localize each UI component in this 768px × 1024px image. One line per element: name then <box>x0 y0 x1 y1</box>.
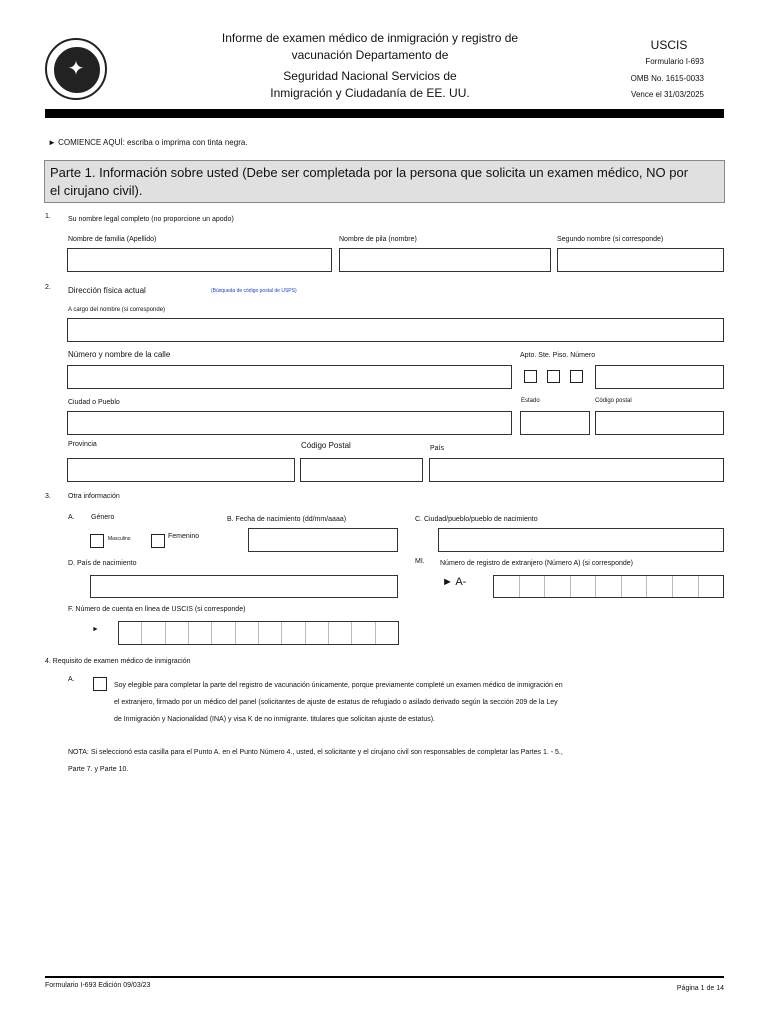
country-field[interactable] <box>429 458 724 482</box>
expiration-date: Vence el 31/03/2025 <box>631 90 704 99</box>
item4-a-checkbox[interactable] <box>93 677 107 691</box>
postal-code-field[interactable] <box>300 458 423 482</box>
title-line-3: Seguridad Nacional Servicios de <box>283 69 457 83</box>
province-field[interactable] <box>67 458 295 482</box>
apt-label: Apto. Ste. Piso. Número <box>520 352 596 359</box>
dob-label: B. Fecha de nacimiento (dd/mm/aaaa) <box>227 516 347 523</box>
city-field[interactable] <box>67 411 512 435</box>
birth-country-field[interactable] <box>90 575 398 598</box>
in-care-of-field[interactable] <box>67 318 724 342</box>
male-label: Masculino <box>108 536 131 542</box>
usps-lookup-link[interactable]: (Búsqueda de código postal de USPS) <box>211 288 297 294</box>
state-label: Estado <box>521 398 540 404</box>
ste-checkbox[interactable] <box>547 370 560 383</box>
middle-name-field[interactable] <box>557 248 724 272</box>
item4-a-text-line3: de Inmigración y Nacionalidad (INA) y visa K de no inmigrante. titulares que solicitan ajuste de estatus). <box>114 716 435 723</box>
item4-a-letter: A. <box>68 676 75 683</box>
header-rule <box>45 109 724 118</box>
given-name-field[interactable] <box>339 248 551 272</box>
a-number-label: Número de registro de extranjero (Número A) (si corresponde) <box>440 560 633 567</box>
title-line-2: vacunación Departamento de <box>291 48 449 62</box>
apt-checkbox[interactable] <box>524 370 537 383</box>
item1-number: 1. <box>45 213 51 220</box>
form-title <box>170 30 570 102</box>
agency-name: USCIS <box>650 38 688 52</box>
male-checkbox[interactable] <box>90 534 104 548</box>
omb-number: OMB No. 1615-0033 <box>630 74 704 83</box>
zip-field[interactable] <box>595 411 724 435</box>
dob-field[interactable] <box>248 528 398 552</box>
title-line-4: Inmigración y Ciudadanía de EE. UU. <box>270 86 470 100</box>
state-field[interactable] <box>520 411 590 435</box>
birth-country-label: D. País de nacimiento <box>68 560 137 567</box>
gender-label: Género <box>91 514 115 521</box>
part1-heading-line1: Parte 1. Información sobre usted (Debe ser completada por la persona que solicita un examen médico, NO por <box>50 165 689 180</box>
note <box>68 744 724 778</box>
uscis-account-arrow: ► <box>92 626 99 633</box>
in-care-of-label: A cargo del nombre (si corresponde) <box>68 307 166 313</box>
birth-city-label: C. Ciudad/pueblo/pueblo de nacimiento <box>415 516 538 523</box>
street-field[interactable] <box>67 365 512 389</box>
item2-number: 2. <box>45 284 51 291</box>
note-line1: NOTA: Si seleccionó esta casilla para el Punto A. en el Punto Número 4., usted, el solicitante y el cirujano civil son responsables de completar las Partes 1. - 5., <box>68 749 563 756</box>
a-number-prefix: ► A- <box>442 576 467 588</box>
given-name-label: Nombre de pila (nombre) <box>339 236 417 243</box>
mi-letter: MI. <box>415 558 425 565</box>
gender-letter: A. <box>68 514 75 521</box>
family-name-field[interactable] <box>67 248 332 272</box>
footer-rule <box>45 976 724 978</box>
a-number-field[interactable] <box>493 575 724 598</box>
form-number: Formulario I-693 <box>645 57 704 66</box>
uscis-account-field[interactable] <box>118 621 399 645</box>
flr-checkbox[interactable] <box>570 370 583 383</box>
note-line2: Parte 7. y Parte 10. <box>68 766 129 773</box>
street-label: Número y nombre de la calle <box>68 350 171 359</box>
part1-heading-line2: el cirujano civil). <box>50 183 143 198</box>
part1-heading <box>44 160 725 203</box>
item3-label: Otra información <box>68 493 120 500</box>
item1-label: Su nombre legal completo (no proporcione un apodo) <box>68 216 234 223</box>
item4-a-text-line1: Soy elegible para completar la parte del registro de vacunación únicamente, porque previamente completé un examen médico de inmigración en <box>114 682 563 689</box>
footer-page-number: Página 1 de 14 <box>676 985 724 992</box>
zip-label: Código postal <box>595 398 632 404</box>
item4-a-text <box>114 677 724 728</box>
family-name-label: Nombre de familia (Apellido) <box>68 236 157 243</box>
title-line-1: Informe de examen médico de inmigración y registro de <box>221 31 519 45</box>
item2-label: Dirección física actual <box>68 286 146 295</box>
footer-edition: Formulario I-693 Edición 09/03/23 <box>45 982 151 989</box>
female-checkbox[interactable] <box>151 534 165 548</box>
province-label: Provincia <box>68 441 97 448</box>
item4-a-text-line2: el extranjero, firmado por un médico del panel (solicitantes de ajuste de estatus de refugiado o asilado derivado según la sección 209 de la Ley <box>114 699 558 706</box>
postal-code-label: Código Postal <box>301 441 351 450</box>
middle-name-label: Segundo nombre (si corresponde) <box>557 236 664 243</box>
country-label: País <box>430 445 445 452</box>
birth-city-field[interactable] <box>438 528 724 552</box>
item4-label: 4. Requisito de examen médico de inmigración <box>45 658 191 665</box>
start-instruction: ► COMIENCE AQUÍ: escriba o imprima con tinta negra. <box>48 138 248 147</box>
uscis-account-label: F. Número de cuenta en línea de USCIS (si corresponde) <box>68 606 246 613</box>
female-label: Femenino <box>168 533 200 540</box>
city-label: Ciudad o Pueblo <box>68 399 120 406</box>
dhs-seal-icon: ✦ <box>45 38 107 100</box>
item3-number: 3. <box>45 493 51 500</box>
apt-number-field[interactable] <box>595 365 724 389</box>
